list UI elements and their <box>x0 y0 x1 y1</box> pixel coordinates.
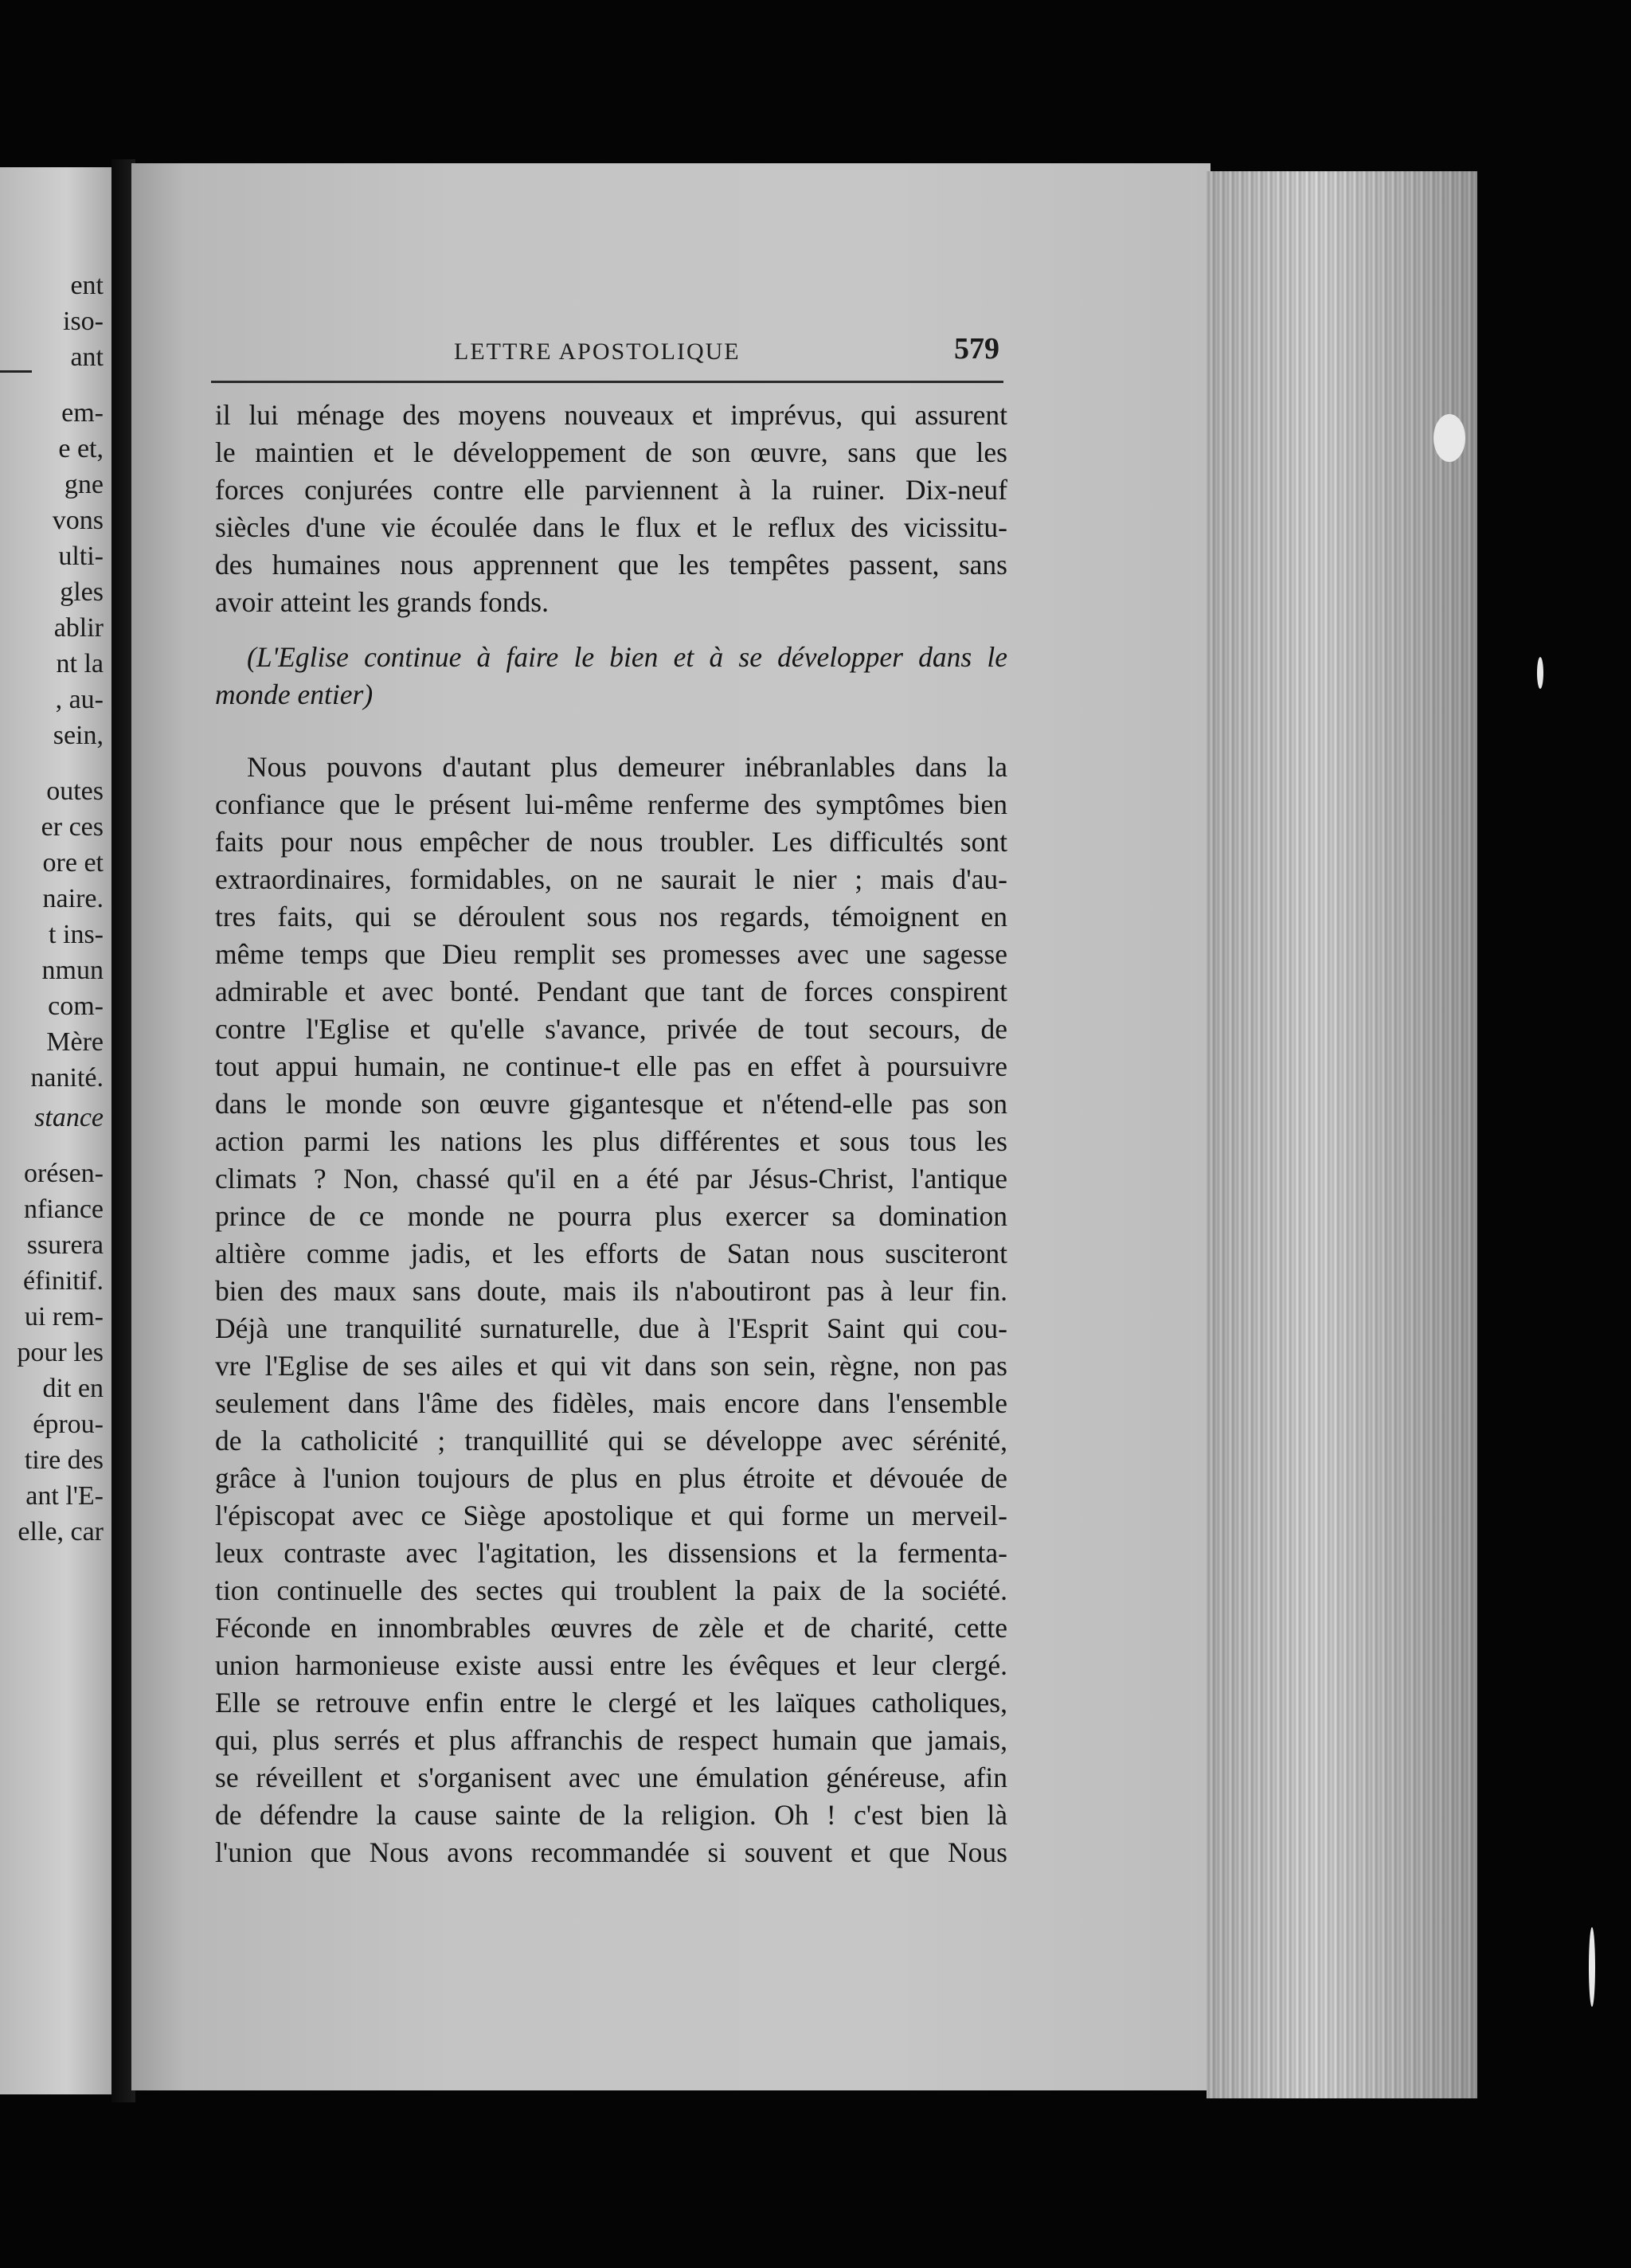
text-line: avoir atteint les grands fonds. <box>215 586 549 618</box>
left-page-fragment: tire des <box>24 1445 104 1475</box>
text-line: dans le monde son œuvre gigantesque et n'étend-elle pas son <box>215 1088 1007 1120</box>
left-page-fragment: ore et <box>42 848 104 878</box>
text-line: l'union que Nous avons recommandée si souvent et que Nous <box>215 1836 1007 1868</box>
text-line: tout appui humain, ne continue-t elle pas en effet à poursuivre <box>215 1050 1007 1082</box>
left-page-fragment: ui rem- <box>24 1302 104 1331</box>
left-page-fragment: nanité. <box>30 1063 104 1093</box>
text-line: Déjà une tranquilité surnaturelle, due à l'Esprit Saint qui cou- <box>215 1312 1007 1344</box>
left-page-fragment: Mère <box>46 1027 104 1057</box>
text-line: tion continuelle des sectes qui troublent la paix de la société. <box>215 1574 1007 1606</box>
text-line: l'épiscopat avec ce Siège apostolique et qui forme un merveil- <box>215 1500 1007 1531</box>
text-line: il lui ménage des moyens nouveaux et imprévus, qui assurent <box>215 399 1007 431</box>
left-page-fragment: nmun <box>41 956 104 985</box>
text-line: tres faits, qui se déroulent sous nos regards, témoignent en <box>215 901 1007 933</box>
text-line: siècles d'une vie écoulée dans le flux et le reflux des vicissitu- <box>215 511 1007 543</box>
left-page-fragment: outes <box>46 776 104 806</box>
text-line: Nous pouvons d'autant plus demeurer inébranlables dans la <box>247 751 1007 783</box>
left-page-fragment: e et, <box>58 434 104 463</box>
left-page-fragment: éprou- <box>33 1410 104 1439</box>
left-page-fragment: , au- <box>55 685 104 714</box>
text-line: qui, plus serrés et plus affranchis de respect humain que jamais, <box>215 1724 1007 1756</box>
text-line: faits pour nous empêcher de nous troubler. Les difficultés sont <box>215 826 1007 858</box>
text-line: contre l'Eglise et qu'elle s'avance, privée de tout secours, de <box>215 1013 1007 1045</box>
text-line: prince de ce monde ne pourra plus exercer sa domination <box>215 1200 1007 1232</box>
text-line: grâce à l'union toujours de plus en plus étroite et dévouée de <box>215 1462 1007 1494</box>
left-page-fragment: ant <box>70 342 104 372</box>
left-page-fragment: vons <box>52 506 104 535</box>
text-line: des humaines nous apprennent que les tempêtes passent, sans <box>215 549 1007 581</box>
left-page-rule <box>0 370 32 373</box>
text-line: leux contraste avec l'agitation, les dissensions et la fermenta- <box>215 1537 1007 1569</box>
left-page-fragment: ablir <box>53 613 104 643</box>
left-page-fragment: t ins- <box>49 920 104 949</box>
text-line: Féconde en innombrables œuvres de zèle et de charité, cette <box>215 1612 1007 1644</box>
dust-speck <box>1589 1927 1595 2007</box>
left-page-fragment: ant l'E- <box>25 1481 104 1511</box>
left-page-fragment: ssurera <box>26 1230 104 1260</box>
left-page-fragment: ent <box>70 271 104 300</box>
left-page-fragment: stance <box>34 1103 104 1132</box>
text-line: le maintien et le développement de son œuvre, sans que les <box>215 436 1007 468</box>
running-head-title: LETTRE APOSTOLIQUE <box>454 338 741 365</box>
text-line: union harmonieuse existe aussi entre les évêques et leur clergé. <box>215 1649 1007 1681</box>
left-page-edge <box>0 167 111 2094</box>
text-line: seulement dans l'âme des fidèles, mais encore dans l'ensemble <box>215 1387 1007 1419</box>
text-line: action parmi les nations les plus différentes et sous tous les <box>215 1125 1007 1157</box>
text-line: admirable et avec bonté. Pendant que tant de forces conspirent <box>215 976 1007 1007</box>
left-page-fragment: gles <box>60 577 104 607</box>
header-rule <box>211 381 1003 383</box>
left-page-fragment: er ces <box>41 812 104 842</box>
left-page-fragment: sein, <box>53 721 104 750</box>
subheading-line: (L'Eglise continue à faire le bien et à se développer dans le <box>247 641 1007 673</box>
text-line: Elle se retrouve enfin entre le clergé et les laïques catholiques, <box>215 1687 1007 1719</box>
left-page-fragment: dit en <box>42 1374 104 1403</box>
left-page-fragment: éfinitif. <box>22 1266 104 1296</box>
left-page-fragment: iso- <box>63 307 104 336</box>
text-line: se réveillent et s'organisent avec une émulation généreuse, afin <box>215 1762 1007 1793</box>
paragraph-continued <box>215 397 1007 621</box>
left-page-fragment: orésen- <box>23 1159 104 1188</box>
text-line: climats ? Non, chassé qu'il en a été par Jésus-Christ, l'antique <box>215 1163 1007 1195</box>
page-edges-shade <box>1207 171 1477 2098</box>
left-page-fragment: com- <box>48 991 104 1021</box>
left-page-fragment: nfiance <box>23 1195 104 1224</box>
dust-speck <box>1433 414 1465 462</box>
dust-speck <box>1537 657 1543 689</box>
paragraph-body <box>215 749 1007 1871</box>
text-line: forces conjurées contre elle parviennent à la ruiner. Dix-neuf <box>215 474 1007 506</box>
text-line: confiance que le présent lui-même renferme des symptômes bien <box>215 788 1007 820</box>
text-line: altière comme jadis, et les efforts de Satan nous susciteront <box>215 1238 1007 1269</box>
text-line: de défendre la cause sainte de la religion. Oh ! c'est bien là <box>215 1799 1007 1831</box>
page-number: 579 <box>954 332 999 366</box>
section-subheading <box>215 639 1007 714</box>
left-page-fragment: naire. <box>42 884 104 913</box>
text-line: extraordinaires, formidables, on ne saurait le nier ; mais d'au- <box>215 863 1007 895</box>
left-page-fragment: pour les <box>17 1338 104 1367</box>
text-line: vre l'Eglise de ses ailes et qui vit dans son sein, règne, non pas <box>215 1350 1007 1382</box>
main-text <box>215 397 1007 1871</box>
left-page-fragment: em- <box>61 398 104 428</box>
left-page-fragment: gne <box>64 470 104 499</box>
text-line: bien des maux sans doute, mais ils n'aboutiront pas à leur fin. <box>215 1275 1007 1307</box>
left-page-fragment: nt la <box>56 649 104 678</box>
text-line: de la catholicité ; tranquillité qui se développe avec sérénité, <box>215 1425 1007 1457</box>
left-page-fragment: ulti- <box>58 542 104 571</box>
text-line: même temps que Dieu remplit ses promesses avec une sagesse <box>215 938 1007 970</box>
subheading-line: monde entier) <box>215 678 374 710</box>
left-page-fragment: elle, car <box>18 1517 104 1547</box>
